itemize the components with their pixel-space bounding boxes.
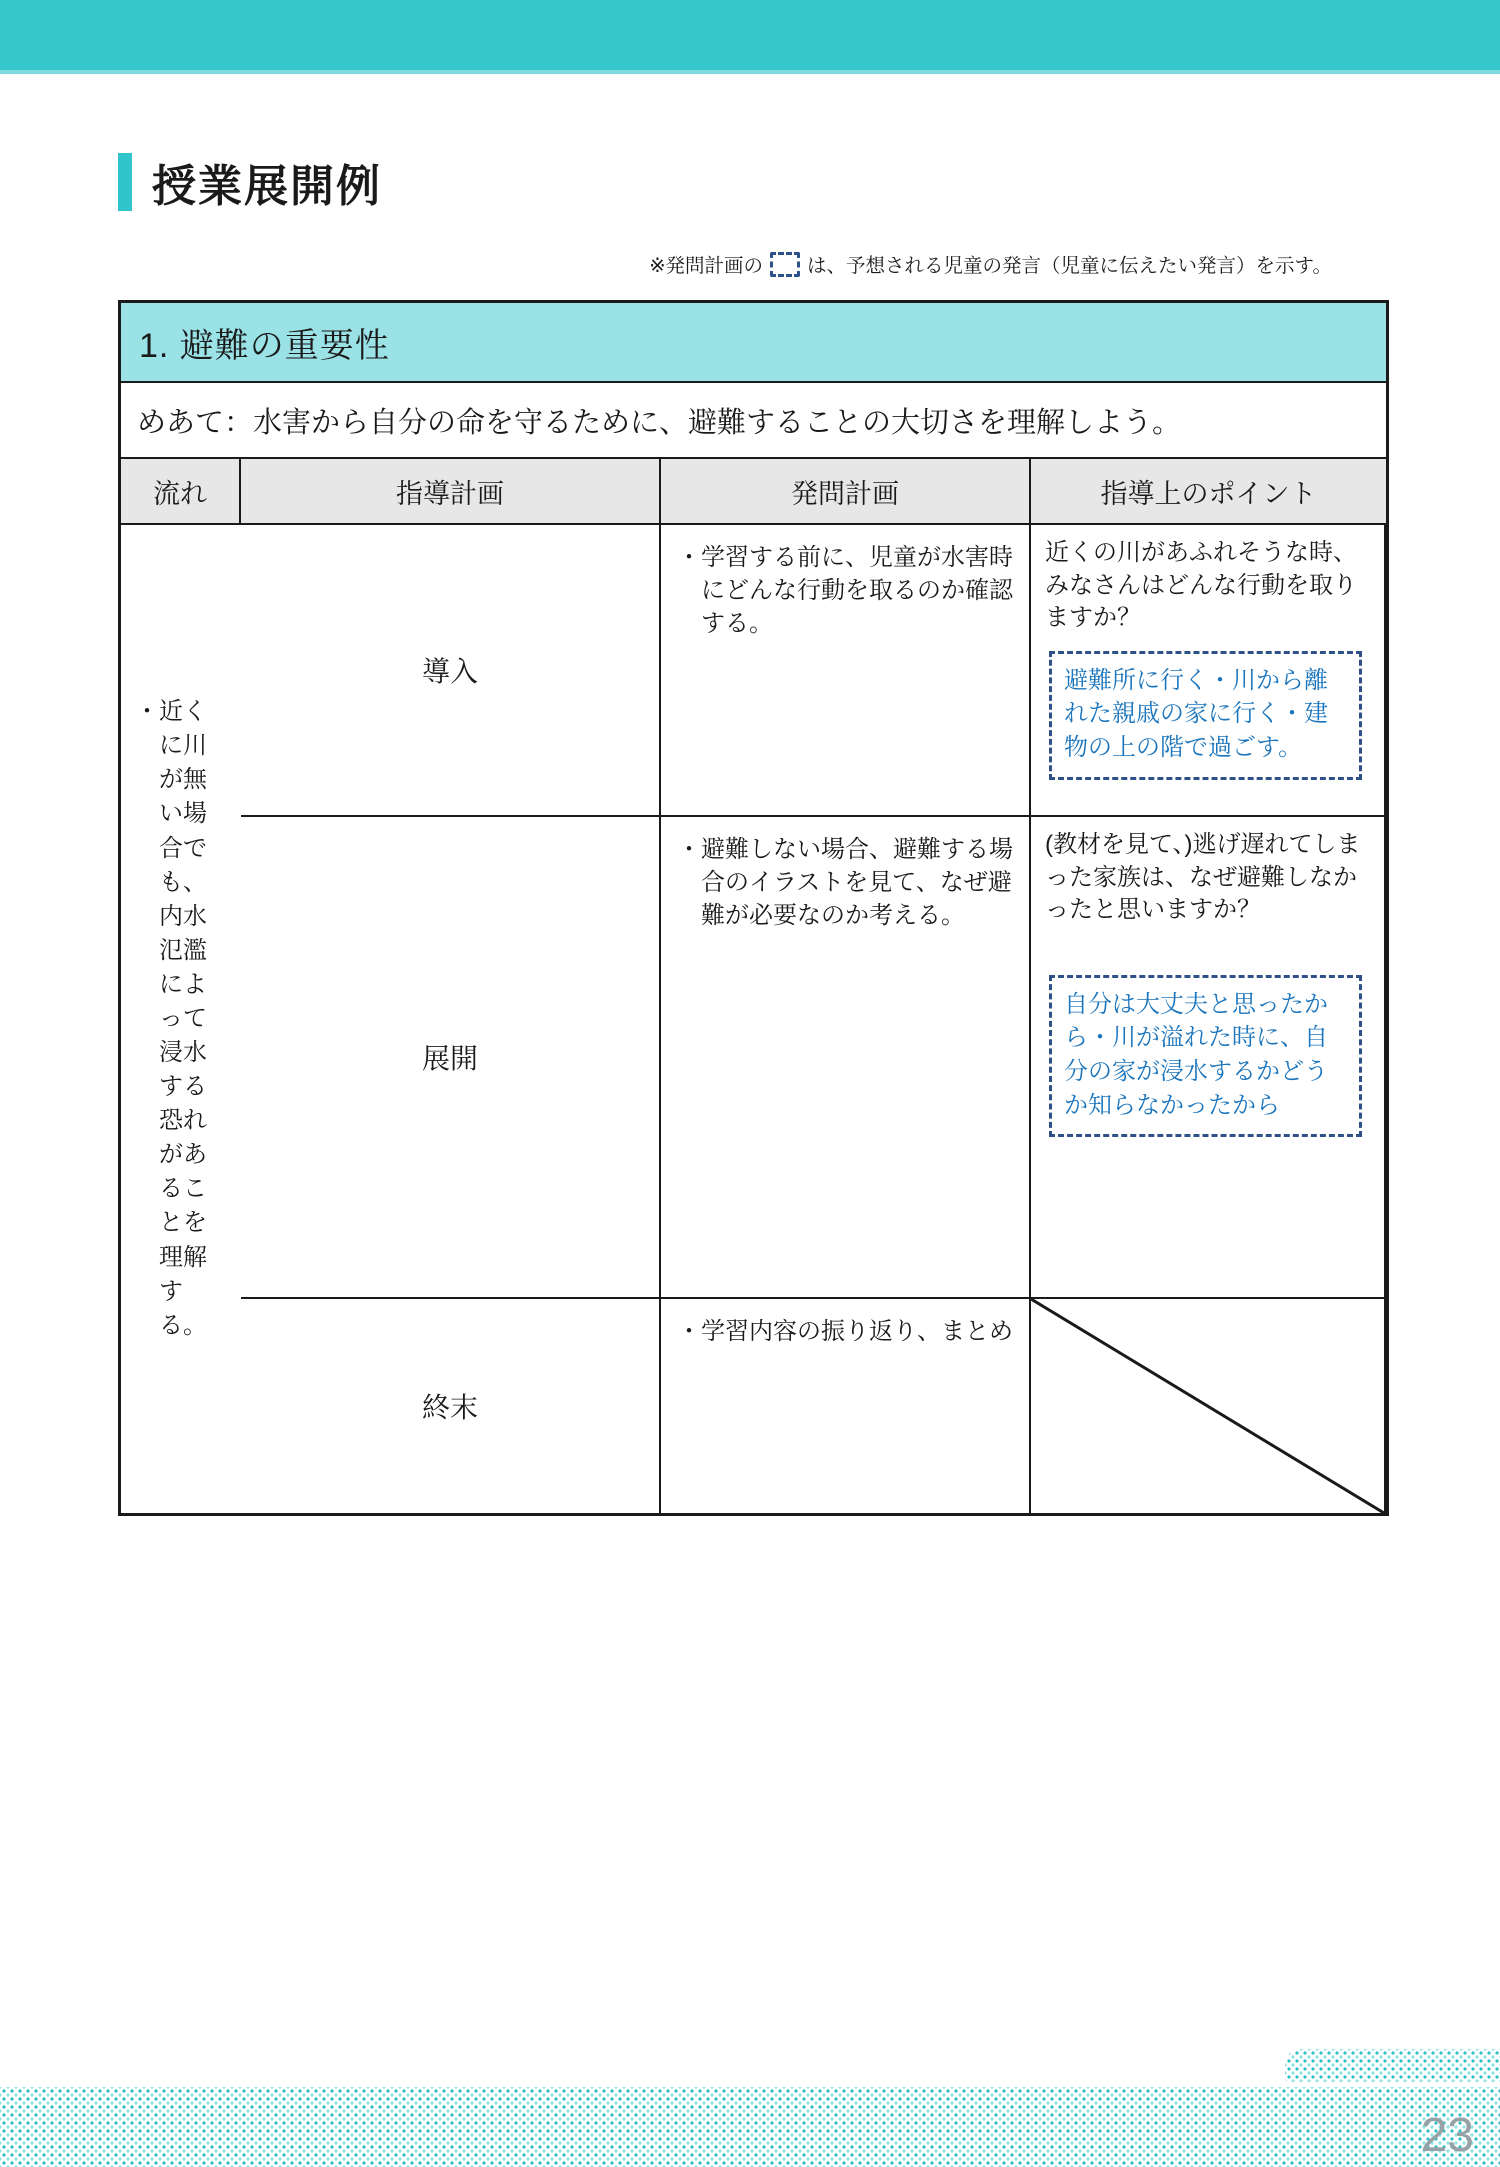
teaching-plan-cell-introduction [661,525,1031,817]
teaching-points-text: ・近くに川が無い場合でも、内水氾濫によって浸水する恐れがあることを理解する。 [135,698,207,1339]
title-accent-bar [118,153,132,211]
footer-pattern-band [0,2087,1500,2167]
section-title: 1. 避難の重要性 [139,326,390,365]
lesson-plan-table [118,300,1389,1516]
legend-note-suffix: は、予想される児童の発言（児童に伝えたい発言）を示す。 [807,255,1332,277]
column-header-teaching-points: 指導上のポイント [1100,478,1317,509]
top-header-bar [0,0,1500,74]
page-title-block [118,150,382,214]
teaching-plan-text: ・避難しない場合、避難する場合のイラストを見て、なぜ避難が必要なのか考える。 [677,836,1013,930]
flow-cell-introduction [241,525,661,817]
question-text: 近くの川があふれそうな時、みなさんはどんな行動を取りますか？ [1045,539,1357,632]
question-plan-cell-introduction [1031,525,1386,817]
flow-label: 展開 [421,1043,478,1074]
table-body [121,525,1386,1513]
diagonal-strikethrough-line [1031,1299,1384,1513]
legend-note-prefix: ※発問計画の [649,255,764,277]
goal-row [121,383,1386,459]
page-title: 授業展開例 [152,162,382,211]
teaching-points-cell [121,525,241,1513]
question-text: (教材を見て、)逃げ遅れてしまった家族は、なぜ避難しなかったと思いますか？ [1045,831,1361,924]
footer-pattern-accent [1285,2049,1500,2082]
column-header-flow: 流れ [121,459,241,523]
column-header-question-plan: 発問計画 [661,459,1031,523]
column-header-teaching-plan: 指導計画 [241,459,661,523]
goal-text: めあて：水害から自分の命を守るために、避難することの大切さを理解しよう。 [137,406,1182,439]
expected-student-response-box [1049,975,1362,1137]
expected-student-response-box [1049,651,1362,780]
section-header [121,303,1386,383]
flow-label: 導入 [421,656,478,687]
flow-cell-development [241,817,661,1299]
expected-student-response-text: 自分は大丈夫と思ったから・川が溢れた時に、自分の家が浸水するかどうか知らなかったから [1064,990,1328,1119]
teaching-plan-text: ・学習する前に、児童が水害時にどんな行動を取るのか確認する。 [677,544,1013,638]
dashed-speech-box-icon [770,252,800,277]
teaching-plan-cell-development [661,817,1031,1299]
column-header-row [121,459,1386,525]
flow-label: 終末 [421,1392,478,1423]
expected-student-response-text: 避難所に行く・川から離れた親戚の家に行く・建物の上の階で過ごす。 [1064,666,1328,762]
question-plan-cell-empty-diagonal [1031,1299,1386,1513]
page-number: 23 [1420,2109,1474,2162]
teaching-plan-text: ・学習内容の振り返り、まとめ [677,1318,1013,1345]
legend-note [649,250,1332,278]
question-plan-cell-development [1031,817,1386,1299]
teaching-plan-cell-conclusion [661,1299,1031,1513]
flow-cell-conclusion [241,1299,661,1513]
